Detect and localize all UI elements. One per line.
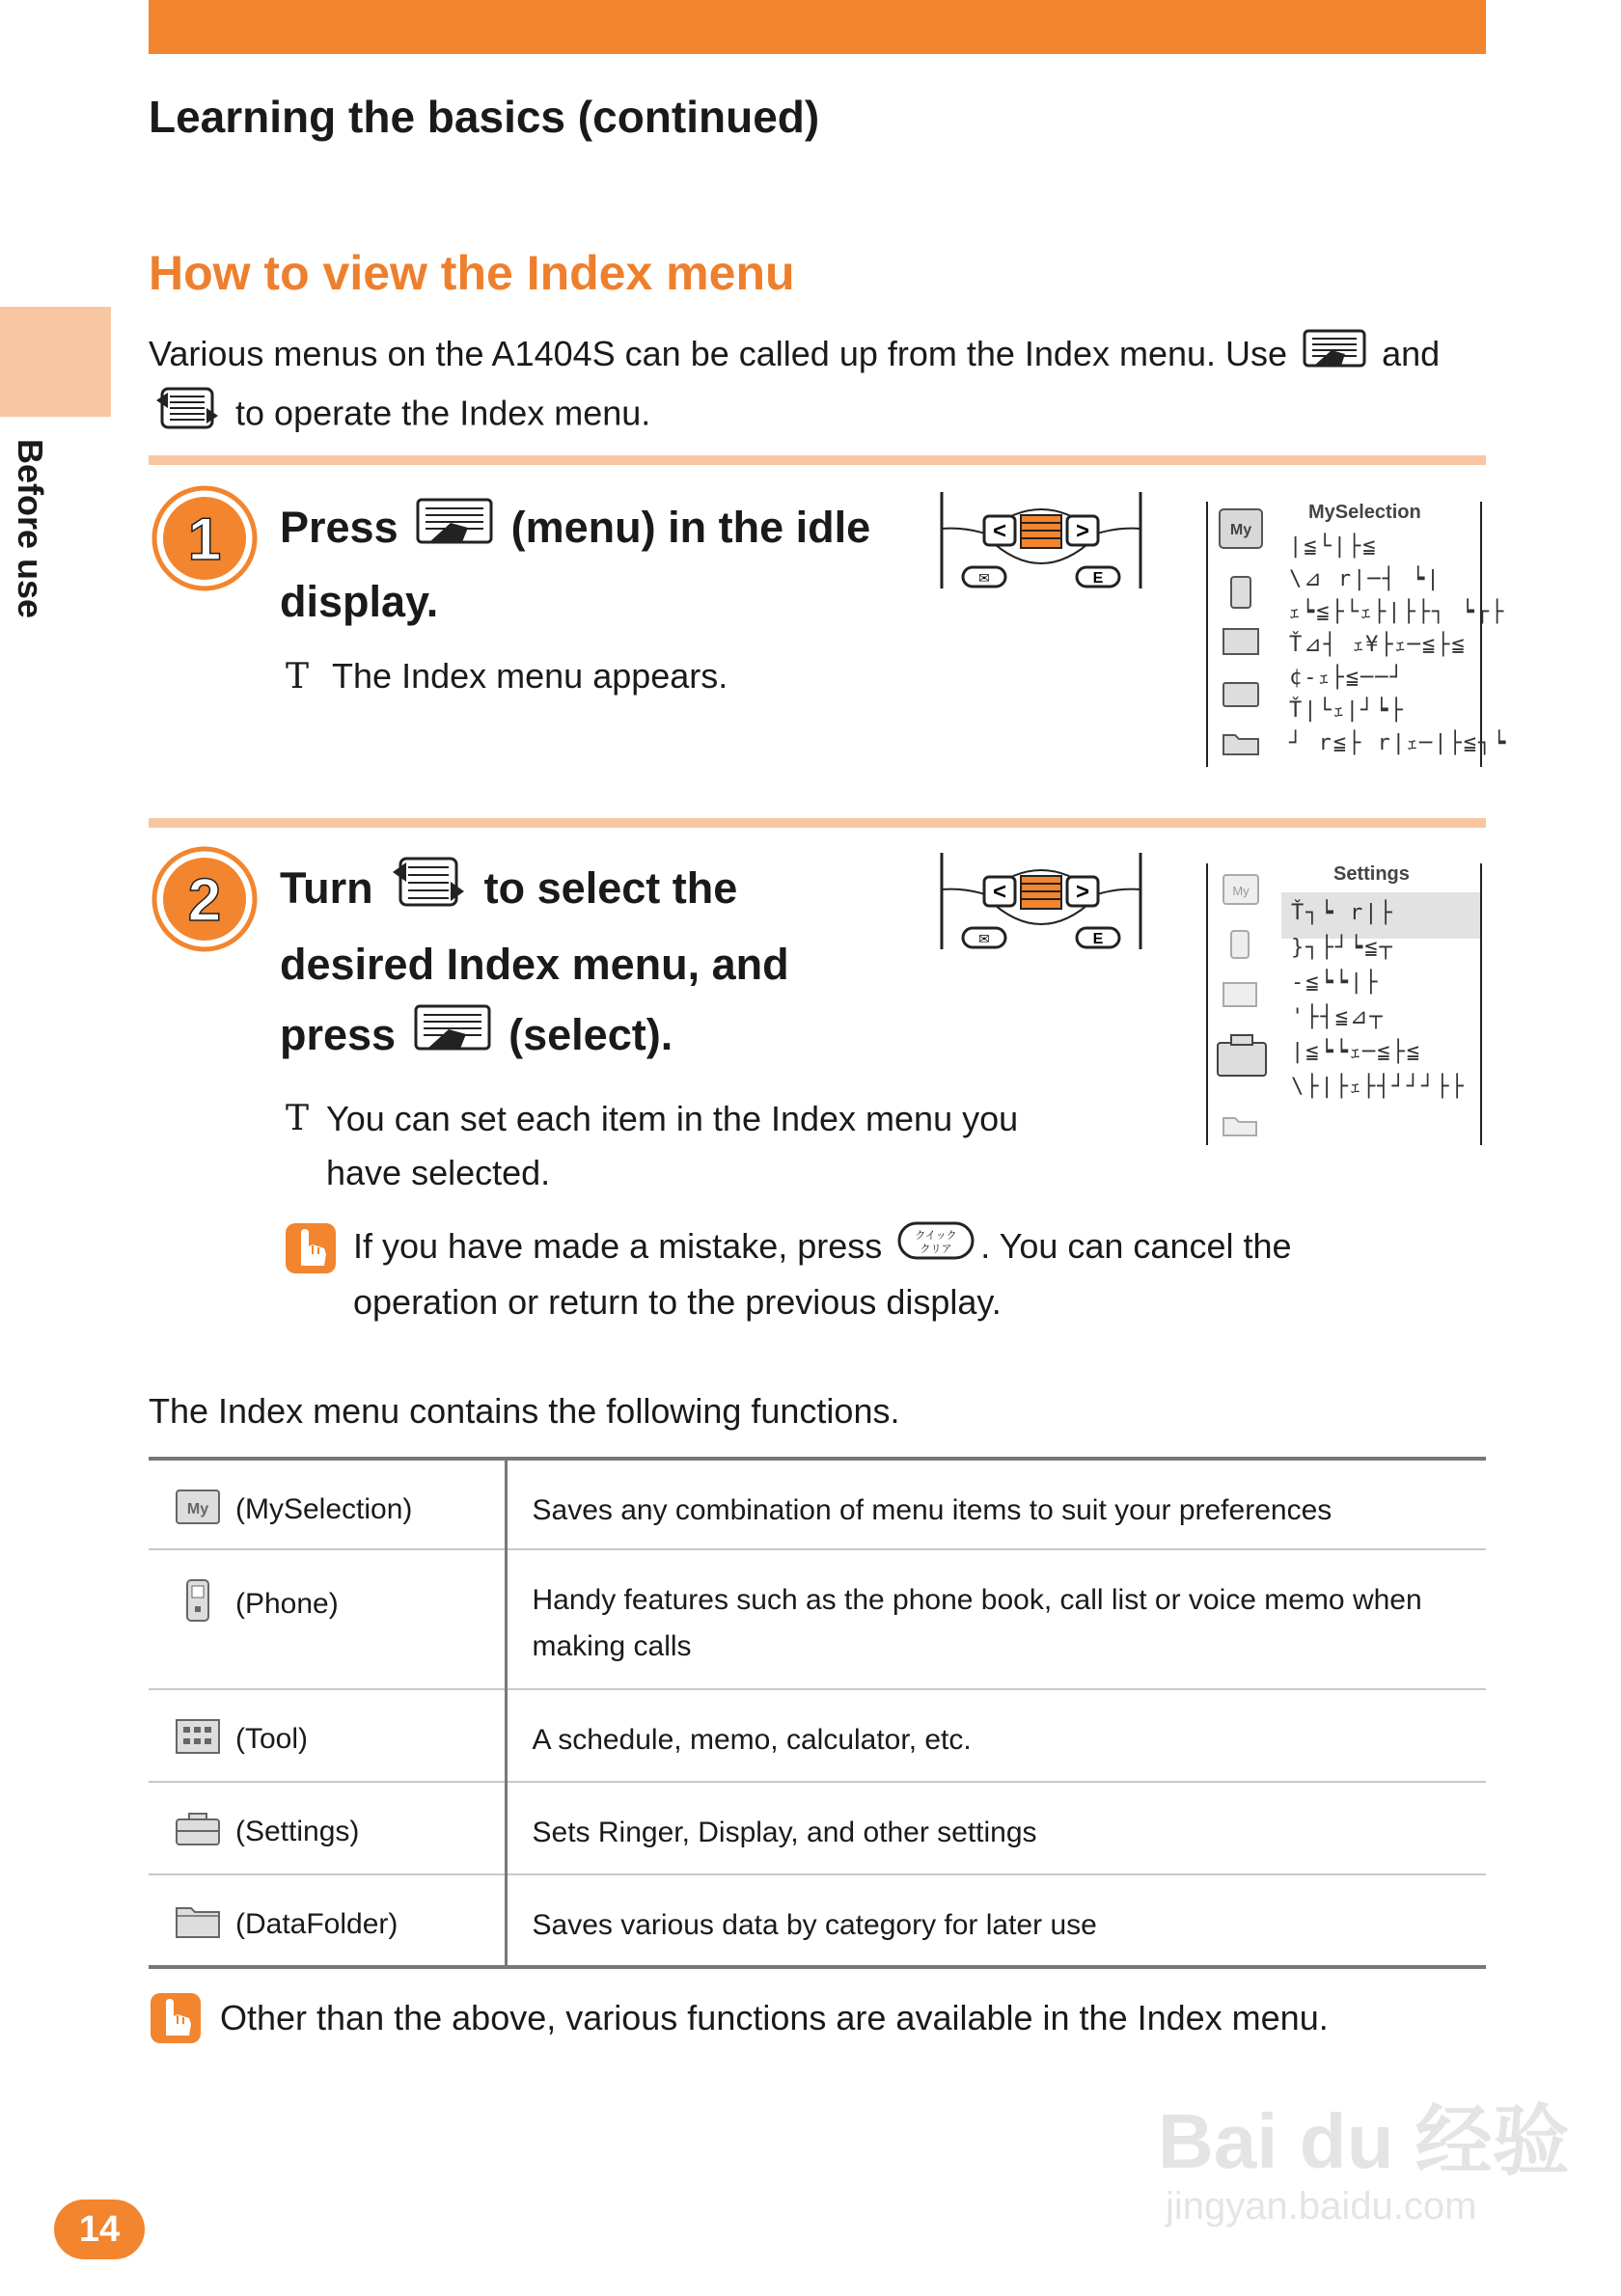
table-row [149,1782,1486,1874]
screen-row: |≦┕┕ｪ─≦├≦ [1291,1040,1421,1064]
page-number: 14 [54,2200,145,2259]
svg-text:クリア: クリア [920,1243,952,1256]
right-key-label: > [1075,879,1090,905]
step-2-title-a: Turn [280,863,373,913]
function-description: Handy features such as the phone book, call list or voice memo when making calls [506,1549,1486,1689]
myselection-icon [174,1488,222,1534]
function-description: Saves various data by category for later use [506,1874,1486,1967]
screen-row: ┘ r≦├ r|ｪ─|├≦┐┕ [1289,731,1508,755]
datafolder-icon [174,1902,222,1949]
hand-pointer-icon [149,1991,203,2045]
step-1-title [280,492,897,637]
step-2-bullet-text: You can set each item in the Index menu you have selected. [326,1099,1019,1192]
function-name: (Tool) [235,1722,309,1755]
intro-text-2: and [1382,334,1441,373]
step-2-note-a: If you have made a mistake, press [353,1226,883,1266]
svg-text:My: My [1229,522,1252,538]
screen-icon-column [1216,506,1270,756]
screen-myselection [1206,502,1508,767]
intro-text-1: Various menus on the A1404S can be called up from the Index menu. Use [149,334,1288,373]
step-1-number: 1 [187,506,222,573]
function-description: A schedule, memo, calculator, etc. [506,1689,1486,1782]
step-2-number: 2 [187,867,222,934]
top-accent-bar [149,0,1486,54]
screen-row: \├|├ｪ├┤┘┘┘├├ [1291,1075,1466,1099]
footer-note: Other than the above, various functions are available in the Index menu. [220,1998,1329,2037]
bullet-mark: T [286,657,310,697]
function-name: (MySelection) [235,1492,413,1525]
end-key-label: E [1092,570,1104,587]
screen-icon-column [1214,869,1272,1139]
jog-dial-icon [391,855,466,929]
clear-key-icon [897,1221,975,1275]
table-row [149,1689,1486,1782]
screen-rows [1289,531,1508,760]
function-name: (DataFolder) [235,1907,398,1940]
screen-title: MySelection [1308,502,1421,523]
table-row [149,1549,1486,1689]
function-description: Sets Ringer, Display, and other settings [506,1782,1486,1874]
function-name: (Settings) [235,1815,360,1847]
svg-text:クイック: クイック [915,1229,957,1243]
menu-key-icon [414,1002,491,1073]
screen-row: \⊿ r|─┤ ┕| [1289,567,1442,591]
hand-pointer-icon [284,1221,338,1275]
step-2-bullet [286,1092,1058,1200]
menu-key-icon [1303,327,1366,385]
functions-table [149,1457,1486,1969]
step-2-note [353,1219,1443,1329]
step-2-title-b: to select the desired Index menu, and press [280,863,789,1059]
left-key-label: < [992,518,1007,544]
screen-row: }┐├┘┕≦┬ [1291,936,1394,960]
mail-key-label: ✉ [978,932,990,947]
screen-settings [1206,863,1482,1145]
screen-title: Settings [1333,863,1410,885]
screen-row: |≦└|├≦ [1289,534,1378,559]
table-row [149,1459,1486,1549]
svg-text:My: My [1232,884,1250,898]
screen-rows [1291,896,1474,1105]
step-1-title-b: (menu) in the idle display. [280,503,871,626]
jog-dial-icon [154,385,220,447]
divider-step-2 [149,818,1486,828]
intro-text-3: to operate the Index menu. [235,394,651,433]
function-description: Saves any combination of menu items to suit your preferences [506,1459,1486,1549]
tool-icon [174,1717,222,1763]
phone-keypad-illustration [936,853,1146,964]
mail-key-label: ✉ [978,571,990,587]
step-2-title-c: (select). [508,1009,673,1059]
step-1-badge [151,484,259,592]
section-title: How to view the Index menu [149,246,795,300]
menu-key-icon [416,496,493,566]
step-2-badge [151,845,259,953]
step-2-title [280,853,897,1073]
step-1-bullet [286,649,728,704]
table-intro: The Index menu contains the following functions. [149,1391,900,1431]
screen-row: Ť⊿┤ ｪ¥├ｪ─≦├≦ [1289,633,1467,657]
section-label: Before use [11,439,50,619]
phone-keypad-illustration [936,492,1146,603]
intro-paragraph [149,326,1486,447]
screen-row: Ť|└ｪ|┘┕├ [1289,698,1405,723]
bullet-mark: T [286,1099,310,1138]
watermark-url: jingyan.baidu.com [1166,2185,1477,2228]
table-row [149,1874,1486,1967]
section-tab [0,307,111,417]
divider-step-1 [149,455,1486,465]
phone-icon [174,1577,222,1633]
screen-row: -≦┕┕|├ [1291,970,1380,995]
svg-text:My: My [186,1501,209,1517]
screen-row: ¢-ｪ├≦──┘ [1289,666,1405,690]
settings-icon [174,1810,222,1856]
right-key-label: > [1075,518,1090,544]
screen-row: '├┤≦⊿┬ [1291,1005,1385,1029]
watermark-logo: Bai du 经验 [1158,2098,1570,2184]
page-heading: Learning the basics (continued) [149,92,820,142]
step-1-bullet-text: The Index menu appears. [332,656,728,696]
left-key-label: < [992,879,1007,905]
end-key-label: E [1092,931,1104,947]
function-name: (Phone) [235,1587,339,1620]
step-2-note-b: . You can cancel the operation or return to the previous display. [353,1226,1292,1323]
screen-row: ｪ┕≦├└ｪ├|├├┐ ┕┌├ [1289,600,1506,624]
screen-row: Ť┐┕ r|├ [1291,901,1394,925]
step-1-title-a: Press [280,503,398,552]
